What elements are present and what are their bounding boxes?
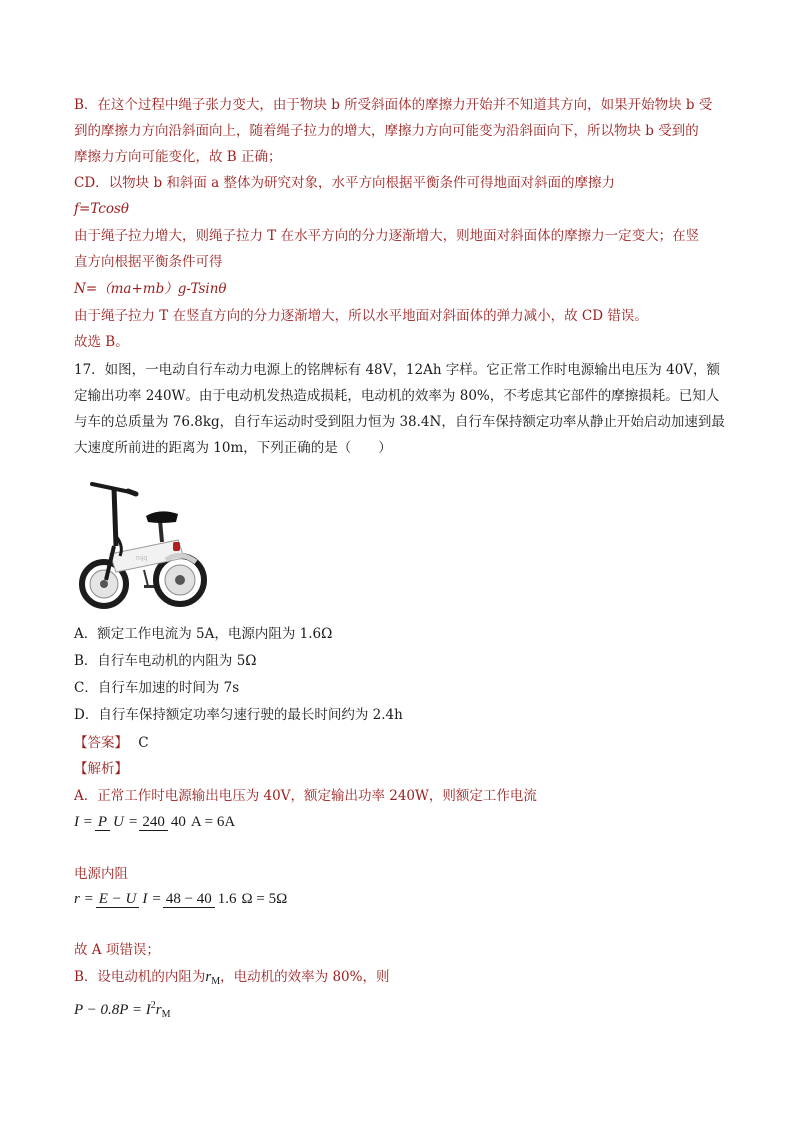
analysis-tag: 【解析】 — [74, 761, 128, 777]
equation-resistance — [74, 891, 287, 908]
answer-tag: 【答案】 — [74, 735, 128, 751]
r-m-symbol: $r_M$ — [205, 969, 221, 987]
formula-line: N=（ma+mb）g-Tsinθ — [74, 281, 227, 297]
option-c: C．自行车加速的时间为 7s — [74, 680, 240, 696]
eq-sign: = — [128, 814, 138, 830]
text-line: 由于绳子拉力增大，则绳子拉力 T 在水平方向的分力逐渐增大，则地面对斜面体的摩擦力一定变大；在竖 — [74, 228, 700, 244]
equation-current — [74, 814, 235, 831]
eq-sign: = — [152, 891, 161, 907]
svg-text:mjq: mjq — [136, 555, 148, 562]
text-line: 直方向根据平衡条件可得 — [74, 254, 223, 270]
formula-line: f=Tcosθ — [74, 201, 130, 217]
answer-line — [74, 734, 149, 752]
text-line: 到的摩擦力方向沿斜面向上，随着绳子拉力的增大，摩擦力方向可能变为沿斜面向下，所以物块 b 受到的 — [74, 123, 699, 139]
analysis-text: 电源内阻 — [74, 866, 128, 882]
eq-rhs: Ω = 5Ω — [241, 891, 288, 907]
question-text: 17．如图，一电动自行车动力电源上的铭牌标有 48V，12Ah 字样。它正常工作时电源输出电压为 40V，额 — [74, 362, 721, 378]
option-a: A．额定工作电流为 5A，电源内阻为 1.6Ω — [74, 626, 333, 642]
option-b: B．自行车电动机的内阻为 5Ω — [74, 653, 257, 669]
eq-lhs: I = — [74, 814, 93, 830]
fraction: 48 − 40 1.6 — [163, 891, 240, 908]
question-text: 定输出功率 240W。由于电动机发热造成损耗，电动机的效率为 80%，不考虑其它部件的摩擦损耗。已知人 — [74, 388, 720, 404]
fraction: 240 40 — [139, 814, 189, 831]
text-line: 摩擦力方向可能变化，故 B 正确； — [74, 149, 282, 165]
eq-lhs: r = — [74, 891, 94, 907]
fraction: P U — [95, 814, 127, 831]
text-line: B．在这个过程中绳子张力变大，由于物块 b 所受斜面体的摩擦力开始并不知道其方向，如果开始物块 b 受 — [74, 97, 713, 113]
option-d: D．自行车保持额定功率匀速行驶的最长时间约为 2.4h — [74, 707, 403, 723]
analysis-text: A．正常工作时电源输出电压为 40V，额定输出功率 240W，则额定工作电流 — [74, 788, 537, 804]
fraction: E − U I — [96, 891, 151, 908]
analysis-text: B．设电动机的内阻为$r_M$，电动机的效率为 80%，则 — [74, 969, 390, 987]
text-line: CD．以物块 b 和斜面 a 整体为研究对象，水平方向根据平衡条件可得地面对斜面的摩擦力 — [74, 175, 616, 191]
eq-rhs: A = 6A — [190, 814, 236, 830]
text-line: 故选 B。 — [74, 334, 129, 350]
equation-efficiency: $P - 0.8P = I^2r_M$ — [74, 1000, 171, 1020]
question-text: 大速度所前进的距离为 10m，下列正确的是（ ） — [74, 440, 392, 456]
answer-value: C — [138, 735, 149, 751]
question-text: 与车的总质量为 76.8kg，自行车运动时受到阻力恒为 38.4N，自行车保持额定功率从静止开始启动加速到最 — [74, 414, 725, 430]
text-line: 由于绳子拉力 T 在竖直方向的分力逐渐增大，所以水平地面对斜面体的弹力减小，故 CD 错误。 — [74, 308, 648, 324]
analysis-text: 故 A 项错误； — [74, 942, 160, 958]
electric-bicycle-image — [74, 476, 214, 611]
